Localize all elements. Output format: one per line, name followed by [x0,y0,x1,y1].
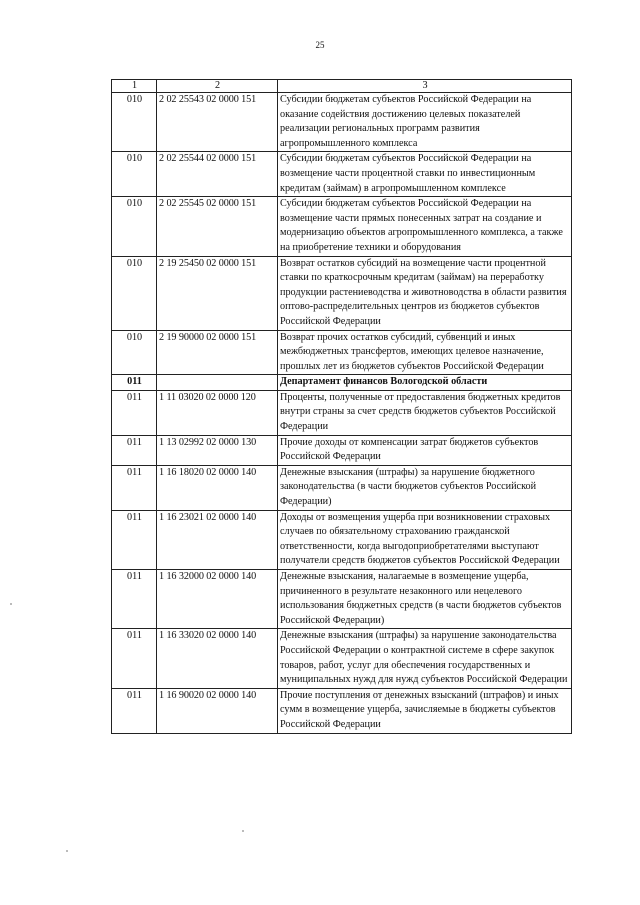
header-col-3: 3 [278,80,572,93]
revenue-code-cell: 2 02 25545 02 0000 151 [157,197,278,256]
revenue-code-cell: 1 16 90020 02 0000 140 [157,688,278,733]
table-row [112,465,572,510]
table-row [112,570,572,629]
table-row [112,152,572,197]
revenue-code-cell: 1 16 23021 02 0000 140 [157,510,278,569]
revenue-name-cell: Денежные взыскания (штрафы) за нарушение законодательства Российской Федерации о контрактной системе в сфере закупок товаров, работ, услуг для обеспечения государственных и муниципальных нужд для нужд субъектов Российской Федерации [278,629,572,688]
admin-code-cell: 010 [112,152,157,197]
revenue-code-cell: 1 16 32000 02 0000 140 [157,570,278,629]
revenue-name-cell: Департамент финансов Вологодской области [278,375,572,391]
admin-code-cell: 011 [112,465,157,510]
revenue-name-cell: Денежные взыскания (штрафы) за нарушение бюджетного законодательства (в части бюджетов субъектов Российской Федерации) [278,465,572,510]
admin-code-cell: 010 [112,93,157,152]
scan-speck [10,603,12,605]
scan-speck [66,850,68,852]
revenue-name-cell: Прочие поступления от денежных взысканий (штрафов) и иных сумм в возмещение ущерба, зачисляемые в бюджеты субъектов Российской Федерации [278,688,572,733]
page-number: 25 [315,40,325,50]
revenue-code-cell: 1 11 03020 02 0000 120 [157,390,278,435]
admin-code-cell: 011 [112,510,157,569]
revenue-name-cell: Прочие доходы от компенсации затрат бюджетов субъектов Российской Федерации [278,435,572,465]
admin-code-cell: 011 [112,390,157,435]
table-row [112,93,572,152]
scan-speck [242,830,244,832]
revenue-code-cell: 2 19 90000 02 0000 151 [157,330,278,375]
table-header-row [112,80,572,93]
table-row [112,256,572,330]
revenue-name-cell: Возврат прочих остатков субсидий, субвенций и иных межбюджетных трансфертов, имеющих целевое назначение, прошлых лет из бюджетов субъектов Российской Федерации [278,330,572,375]
table-row [112,390,572,435]
table-row [112,197,572,256]
admin-code-cell: 011 [112,570,157,629]
header-col-2: 2 [157,80,278,93]
revenue-code-cell: 1 16 18020 02 0000 140 [157,465,278,510]
revenue-code-cell: 2 19 25450 02 0000 151 [157,256,278,330]
header-col-1: 1 [112,80,157,93]
revenue-code-table [111,79,572,734]
revenue-code-cell: 2 02 25544 02 0000 151 [157,152,278,197]
admin-code-cell: 010 [112,330,157,375]
admin-code-cell: 011 [112,375,157,391]
revenue-name-cell: Проценты, полученные от предоставления бюджетных кредитов внутри страны за счет средств бюджетов субъектов Российской Федерации [278,390,572,435]
admin-code-cell: 011 [112,435,157,465]
revenue-code-cell [157,375,278,391]
revenue-code-cell: 1 13 02992 02 0000 130 [157,435,278,465]
revenue-name-cell: Доходы от возмещения ущерба при возникновении страховых случаев по обязательному страхованию гражданской ответственности, когда выгодоприобретателями выступают получатели средств бюджетов субъектов Российской Федерации [278,510,572,569]
admin-code-cell: 011 [112,629,157,688]
table-row [112,688,572,733]
table-row [112,629,572,688]
admin-code-cell: 011 [112,688,157,733]
table-row [112,330,572,375]
revenue-name-cell: Субсидии бюджетам субъектов Российской Федерации на возмещение части прямых понесенных затрат на создание и модернизацию объектов агропромышленного комплекса, а также на приобретение техники и оборудования [278,197,572,256]
table-row [112,435,572,465]
admin-code-cell: 010 [112,256,157,330]
table-section-row [112,375,572,391]
revenue-name-cell: Возврат остатков субсидий на возмещение части процентной ставки по краткосрочным кредитам (займам) на переработку продукции растениеводства и животноводства в области развития оптово-распределительных центров из бюджетов субъектов Российской Федерации [278,256,572,330]
revenue-code-cell: 2 02 25543 02 0000 151 [157,93,278,152]
revenue-name-cell: Денежные взыскания, налагаемые в возмещение ущерба, причиненного в результате незаконного или нецелевого использования бюджетных средств (в части бюджетов субъектов Российской Федерации) [278,570,572,629]
revenue-name-cell: Субсидии бюджетам субъектов Российской Федерации на оказание содействия достижению целевых показателей реализации региональных программ развития агропромышленного комплекса [278,93,572,152]
table-row [112,510,572,569]
admin-code-cell: 010 [112,197,157,256]
revenue-code-cell: 1 16 33020 02 0000 140 [157,629,278,688]
revenue-name-cell: Субсидии бюджетам субъектов Российской Федерации на возмещение части процентной ставки по инвестиционным кредитам (займам) в агропромышленном комплексе [278,152,572,197]
table-body [112,93,572,734]
